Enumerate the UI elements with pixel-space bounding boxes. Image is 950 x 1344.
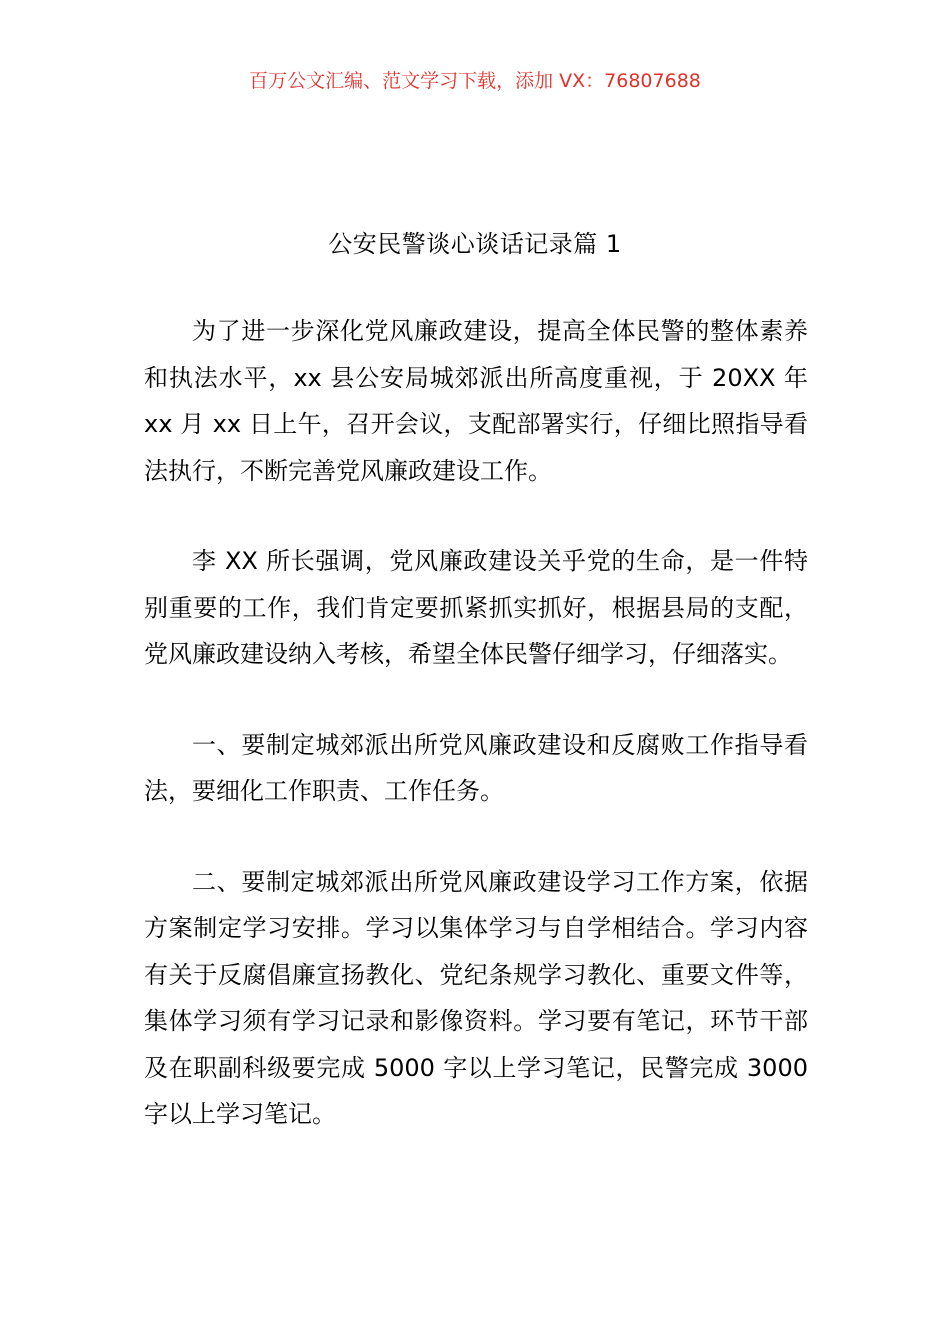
paragraph-3: 一、要制定城郊派出所党风廉政建设和反腐败工作指导看法，要细化工作职责、工作任务。 [144,730,808,805]
header-note: 百万公文汇编、范文学习下载，添加 VX：76807688 [249,70,701,92]
document-body [144,308,808,1182]
document-title: 公安民警谈心谈话记录篇 1 [328,230,622,258]
paragraph-2: 李 XX 所长强调，党风廉政建设关乎党的生命，是一件特别重要的工作，我们肯定要抓紧抓实抓好，根据县局的支配，党风廉政建设纳入考核，希望全体民警仔细学习，仔细落实。 [144,547,808,668]
paragraph-1: 为了进一步深化党风廉政建设，提高全体民警的整体素养和执法水平，xx 县公安局城郊派出所高度重视，于 20XX 年 xx 月 xx 日上午，召开会议，支配部署实行，仔细比照指导看法执行，不断完善党风廉政建设工作。 [144,317,808,485]
paragraph-4: 二、要制定城郊派出所党风廉政建设学习工作方案，依据方案制定学习安排。学习以集体学习与自学相结合。学习内容有关于反腐倡廉宣扬教化、党纪条规学习教化、重要文件等，集体学习须有学习记录和影像资料。学习要有笔记，环节干部及在职副科级要完成 5000 字以上学习笔记，民警完成 3000 字以上学习笔记。 [144,867,808,1128]
